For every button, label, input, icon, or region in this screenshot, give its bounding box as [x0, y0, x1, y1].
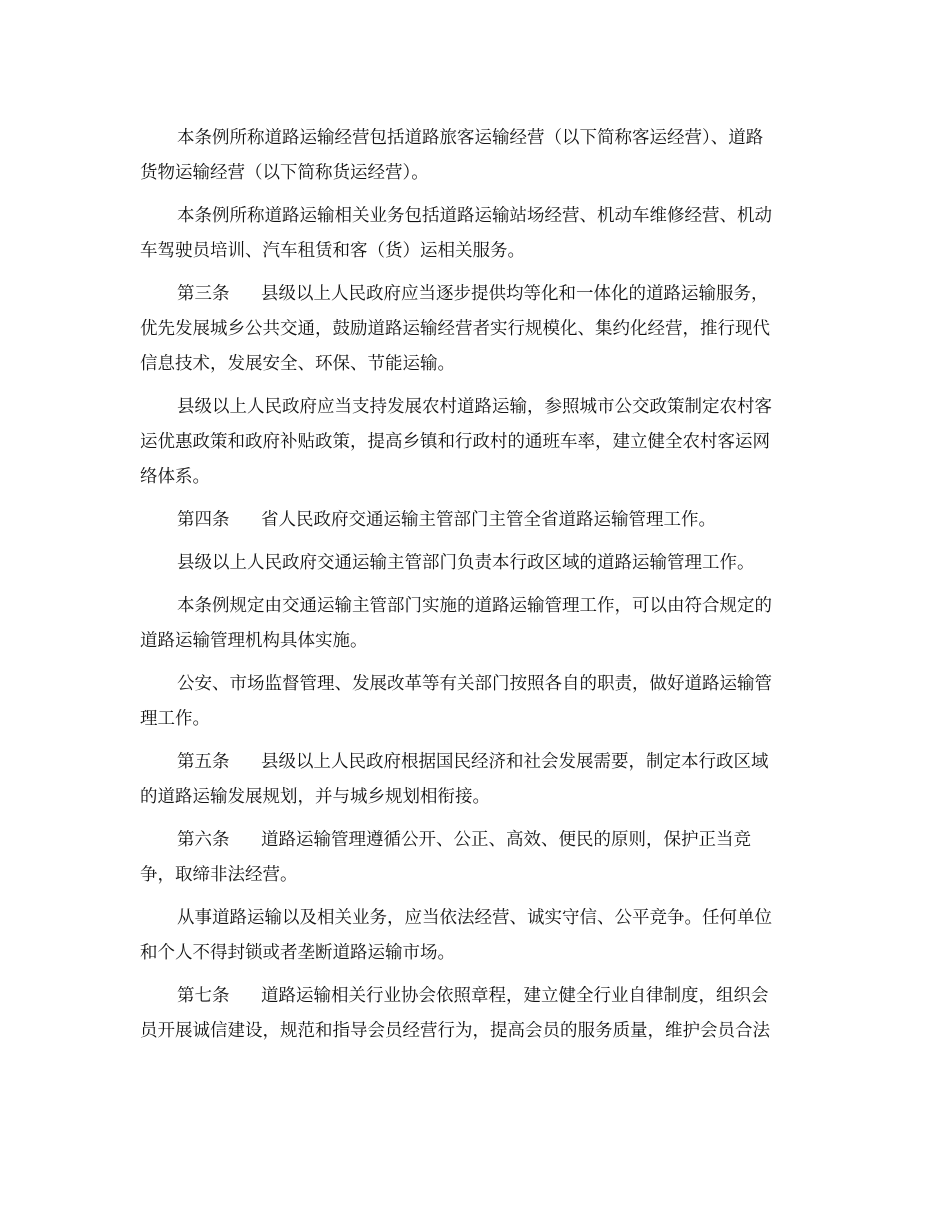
paragraph-line [140, 1014, 820, 1049]
line-text: 优先发展城乡公共交通，鼓励道路运输经营者实行规模化、集约化经营，推行现代 [140, 319, 770, 339]
line-text: 道路运输管理机构具体实施。 [140, 631, 368, 651]
article-paragraph [140, 979, 820, 1049]
article-number: 第七条 [177, 986, 230, 1006]
paragraph [140, 121, 820, 191]
line-text: 理工作。 [140, 709, 210, 729]
paragraph-line [140, 425, 820, 460]
line-text: 络体系。 [140, 467, 210, 487]
paragraph-line [140, 702, 820, 737]
paragraph-line [140, 624, 820, 659]
line-text: 本条例所称道路运输相关业务包括道路运输站场经营、机动车维修经营、机动 [177, 206, 772, 226]
paragraph [140, 667, 820, 737]
paragraph-line [140, 936, 820, 971]
paragraph-line [140, 121, 820, 156]
line-text: 从事道路运输以及相关业务，应当依法经营、诚实守信、公平竞争。任何单位 [177, 908, 772, 928]
line-text: 员开展诚信建设，规范和指导会员经营行为，提高会员的服务质量，维护会员合法 [140, 1021, 770, 1041]
paragraph-line [140, 312, 820, 347]
line-text: 省人民政府交通运输主管部门主管全省道路运输管理工作。 [261, 510, 716, 530]
article-number: 第五条 [177, 752, 230, 772]
document-body [140, 121, 820, 1049]
article-number: 第六条 [177, 830, 230, 850]
line-text: 运优惠政策和政府补贴政策，提高乡镇和行政村的通班车率，建立健全农村客运网 [140, 432, 770, 452]
paragraph [140, 546, 820, 581]
line-text: 的道路运输发展规划，并与城乡规划相衔接。 [140, 787, 490, 807]
paragraph [140, 901, 820, 971]
paragraph [140, 390, 820, 495]
line-text: 公安、市场监督管理、发展改革等有关部门按照各自的职责，做好道路运输管 [177, 674, 772, 694]
paragraph-line [140, 745, 820, 780]
paragraph-line [140, 667, 820, 702]
paragraph-line [140, 199, 820, 234]
paragraph-line [140, 901, 820, 936]
line-text: 车驾驶员培训、汽车租赁和客（货）运相关服务。 [140, 241, 525, 261]
line-text: 道路运输相关行业协会依照章程，建立健全行业自律制度，组织会 [261, 986, 769, 1006]
paragraph-line [140, 390, 820, 425]
paragraph-line [140, 546, 820, 581]
line-text: 和个人不得封锁或者垄断道路运输市场。 [140, 943, 455, 963]
line-text: 争，取缔非法经营。 [140, 865, 298, 885]
line-text: 县级以上人民政府应当逐步提供均等化和一体化的道路运输服务， [261, 284, 769, 304]
paragraph-line [140, 858, 820, 893]
paragraph-line [140, 979, 820, 1014]
line-text: 县级以上人民政府根据国民经济和社会发展需要，制定本行政区域 [261, 752, 769, 772]
line-text: 本条例所称道路运输经营包括道路旅客运输经营（以下简称客运经营）、道路 [177, 128, 764, 148]
line-text: 道路运输管理遵循公开、公正、高效、便民的原则，保护正当竞 [261, 830, 751, 850]
paragraph [140, 199, 820, 269]
line-text: 货物运输经营（以下简称货运经营）。 [140, 163, 429, 183]
paragraph-line [140, 589, 820, 624]
article-paragraph [140, 823, 820, 893]
paragraph-line [140, 347, 820, 382]
article-number: 第四条 [177, 510, 230, 530]
line-text: 本条例规定由交通运输主管部门实施的道路运输管理工作，可以由符合规定的 [177, 596, 772, 616]
line-text: 县级以上人民政府交通运输主管部门负责本行政区域的道路运输管理工作。 [177, 553, 755, 573]
paragraph-line [140, 823, 820, 858]
article-paragraph [140, 503, 820, 538]
article-paragraph [140, 745, 820, 815]
paragraph-line [140, 234, 820, 269]
article-paragraph [140, 277, 820, 382]
line-text: 县级以上人民政府应当支持发展农村道路运输，参照城市公交政策制定农村客 [177, 397, 772, 417]
paragraph-line [140, 460, 820, 495]
article-number: 第三条 [177, 284, 230, 304]
paragraph-line [140, 503, 820, 538]
paragraph-line [140, 277, 820, 312]
line-text: 信息技术，发展安全、环保、节能运输。 [140, 354, 455, 374]
paragraph-line [140, 156, 820, 191]
paragraph [140, 589, 820, 659]
paragraph-line [140, 780, 820, 815]
